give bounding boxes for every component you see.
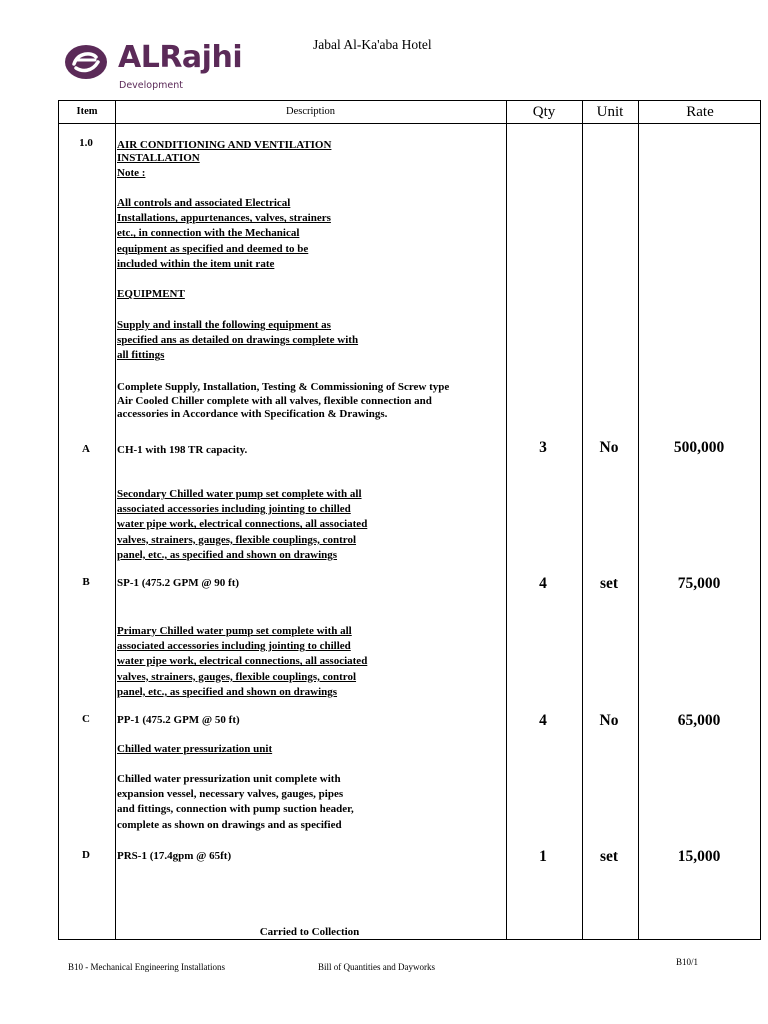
item-qty: 1 xyxy=(539,848,547,865)
pressurization-line: Chilled water pressurization unit complete with xyxy=(117,773,341,785)
item-rate: 65,000 xyxy=(677,712,721,729)
note-label: Note : xyxy=(117,167,146,179)
secondary-pump-line: Secondary Chilled water pump set complete with all xyxy=(117,488,362,500)
item-code: A xyxy=(82,443,90,455)
note-line: equipment as specified and deemed to be xyxy=(117,242,309,255)
item-qty: 4 xyxy=(539,575,547,592)
primary-pump-text xyxy=(117,624,367,700)
supply-line: specified ans as detailed on drawings complete with xyxy=(117,334,359,347)
item-code: D xyxy=(82,849,90,861)
item-unit: set xyxy=(599,575,619,592)
section-heading xyxy=(117,139,331,165)
item-rate: 15,000 xyxy=(677,848,721,865)
section-number: 1.0 xyxy=(79,137,93,149)
section-title: AIR CONDITIONING AND VENTILATION xyxy=(117,139,332,151)
secondary-pump-line: associated accessories including jointing to chilled xyxy=(117,503,351,516)
item-description: PRS-1 (17.4gpm @ 65ft) xyxy=(117,850,232,862)
note-line: included within the item unit rate xyxy=(117,257,275,270)
column-divider xyxy=(582,101,583,939)
item-description: CH-1 with 198 TR capacity. xyxy=(117,444,248,456)
item-rate: 75,000 xyxy=(677,575,721,592)
item-code: B xyxy=(82,576,90,588)
secondary-pump-line: valves, strainers, gauges, flexible couplings, control xyxy=(117,533,357,546)
column-header-description: Description xyxy=(286,106,335,117)
chiller-spec-line: Air Cooled Chiller complete with all valves, flexible connection and xyxy=(117,394,432,407)
item-unit: No xyxy=(599,712,619,729)
item-code: C xyxy=(82,713,90,725)
item-unit: No xyxy=(599,439,619,456)
column-divider xyxy=(638,101,639,939)
secondary-pump-text xyxy=(117,487,367,563)
supply-line: all fittings xyxy=(117,349,165,362)
item-description: PP-1 (475.2 GPM @ 50 ft) xyxy=(117,714,240,726)
logo-wordmark: ALRajhi xyxy=(118,40,243,75)
pressurization-line: complete as shown on drawings and as specified xyxy=(117,818,342,831)
supply-line: Supply and install the following equipment as xyxy=(117,319,331,331)
secondary-pump-line: panel, etc., as specified and shown on drawings xyxy=(117,548,338,561)
item-rate: 500,000 xyxy=(673,439,725,456)
header-divider xyxy=(59,123,760,124)
note-line: etc., in connection with the Mechanical xyxy=(117,227,300,240)
item-description: SP-1 (475.2 GPM @ 90 ft) xyxy=(117,577,240,589)
pressurization-text xyxy=(117,772,354,833)
logo-mark-icon xyxy=(62,42,110,82)
item-qty: 4 xyxy=(539,712,547,729)
column-divider xyxy=(506,101,507,939)
company-logo xyxy=(62,42,242,94)
chiller-spec-text xyxy=(117,381,449,422)
pressurization-line: and fittings, connection with pump suction header, xyxy=(117,803,354,816)
note-text xyxy=(117,196,331,272)
section-title-cont: INSTALLATION xyxy=(117,152,200,164)
primary-pump-line: associated accessories including jointing to chilled xyxy=(117,640,351,653)
column-header-rate: Rate xyxy=(686,104,714,120)
note-line: All controls and associated Electrical xyxy=(117,197,291,209)
chiller-spec-line: accessories in Accordance with Specification & Drawings. xyxy=(117,408,388,420)
column-header-item: Item xyxy=(76,106,98,117)
logo-subtitle: Development xyxy=(119,80,183,91)
chiller-spec-line: Complete Supply, Installation, Testing & Commissioning of Screw type xyxy=(117,381,450,393)
page-number: B10/1 xyxy=(676,957,699,967)
project-title: Jabal Al-Ka'aba Hotel xyxy=(313,37,432,52)
primary-pump-line: panel, etc., as specified and shown on drawings xyxy=(117,685,338,698)
pressurization-line: expansion vessel, necessary valves, gauges, pipes xyxy=(117,788,344,801)
pressurization-heading: Chilled water pressurization unit xyxy=(117,743,273,755)
column-header-unit: Unit xyxy=(596,104,624,120)
supply-text xyxy=(117,318,358,364)
item-qty: 3 xyxy=(539,439,547,456)
note-line: Installations, appurtenances, valves, strainers xyxy=(117,212,331,225)
footer-document-type: Bill of Quantities and Dayworks xyxy=(318,962,435,972)
primary-pump-line: valves, strainers, gauges, flexible couplings, control xyxy=(117,670,357,683)
column-divider xyxy=(115,101,116,939)
secondary-pump-line: water pipe work, electrical connections, all associated xyxy=(117,518,368,531)
primary-pump-line: water pipe work, electrical connections, all associated xyxy=(117,655,368,668)
equipment-label: EQUIPMENT xyxy=(117,288,185,300)
footer-section: B10 - Mechanical Engineering Installations xyxy=(68,962,225,972)
item-unit: set xyxy=(599,848,619,865)
carried-to-collection: Carried to Collection xyxy=(259,926,360,938)
primary-pump-line: Primary Chilled water pump set complete with all xyxy=(117,625,352,637)
column-header-qty: Qty xyxy=(532,104,556,120)
